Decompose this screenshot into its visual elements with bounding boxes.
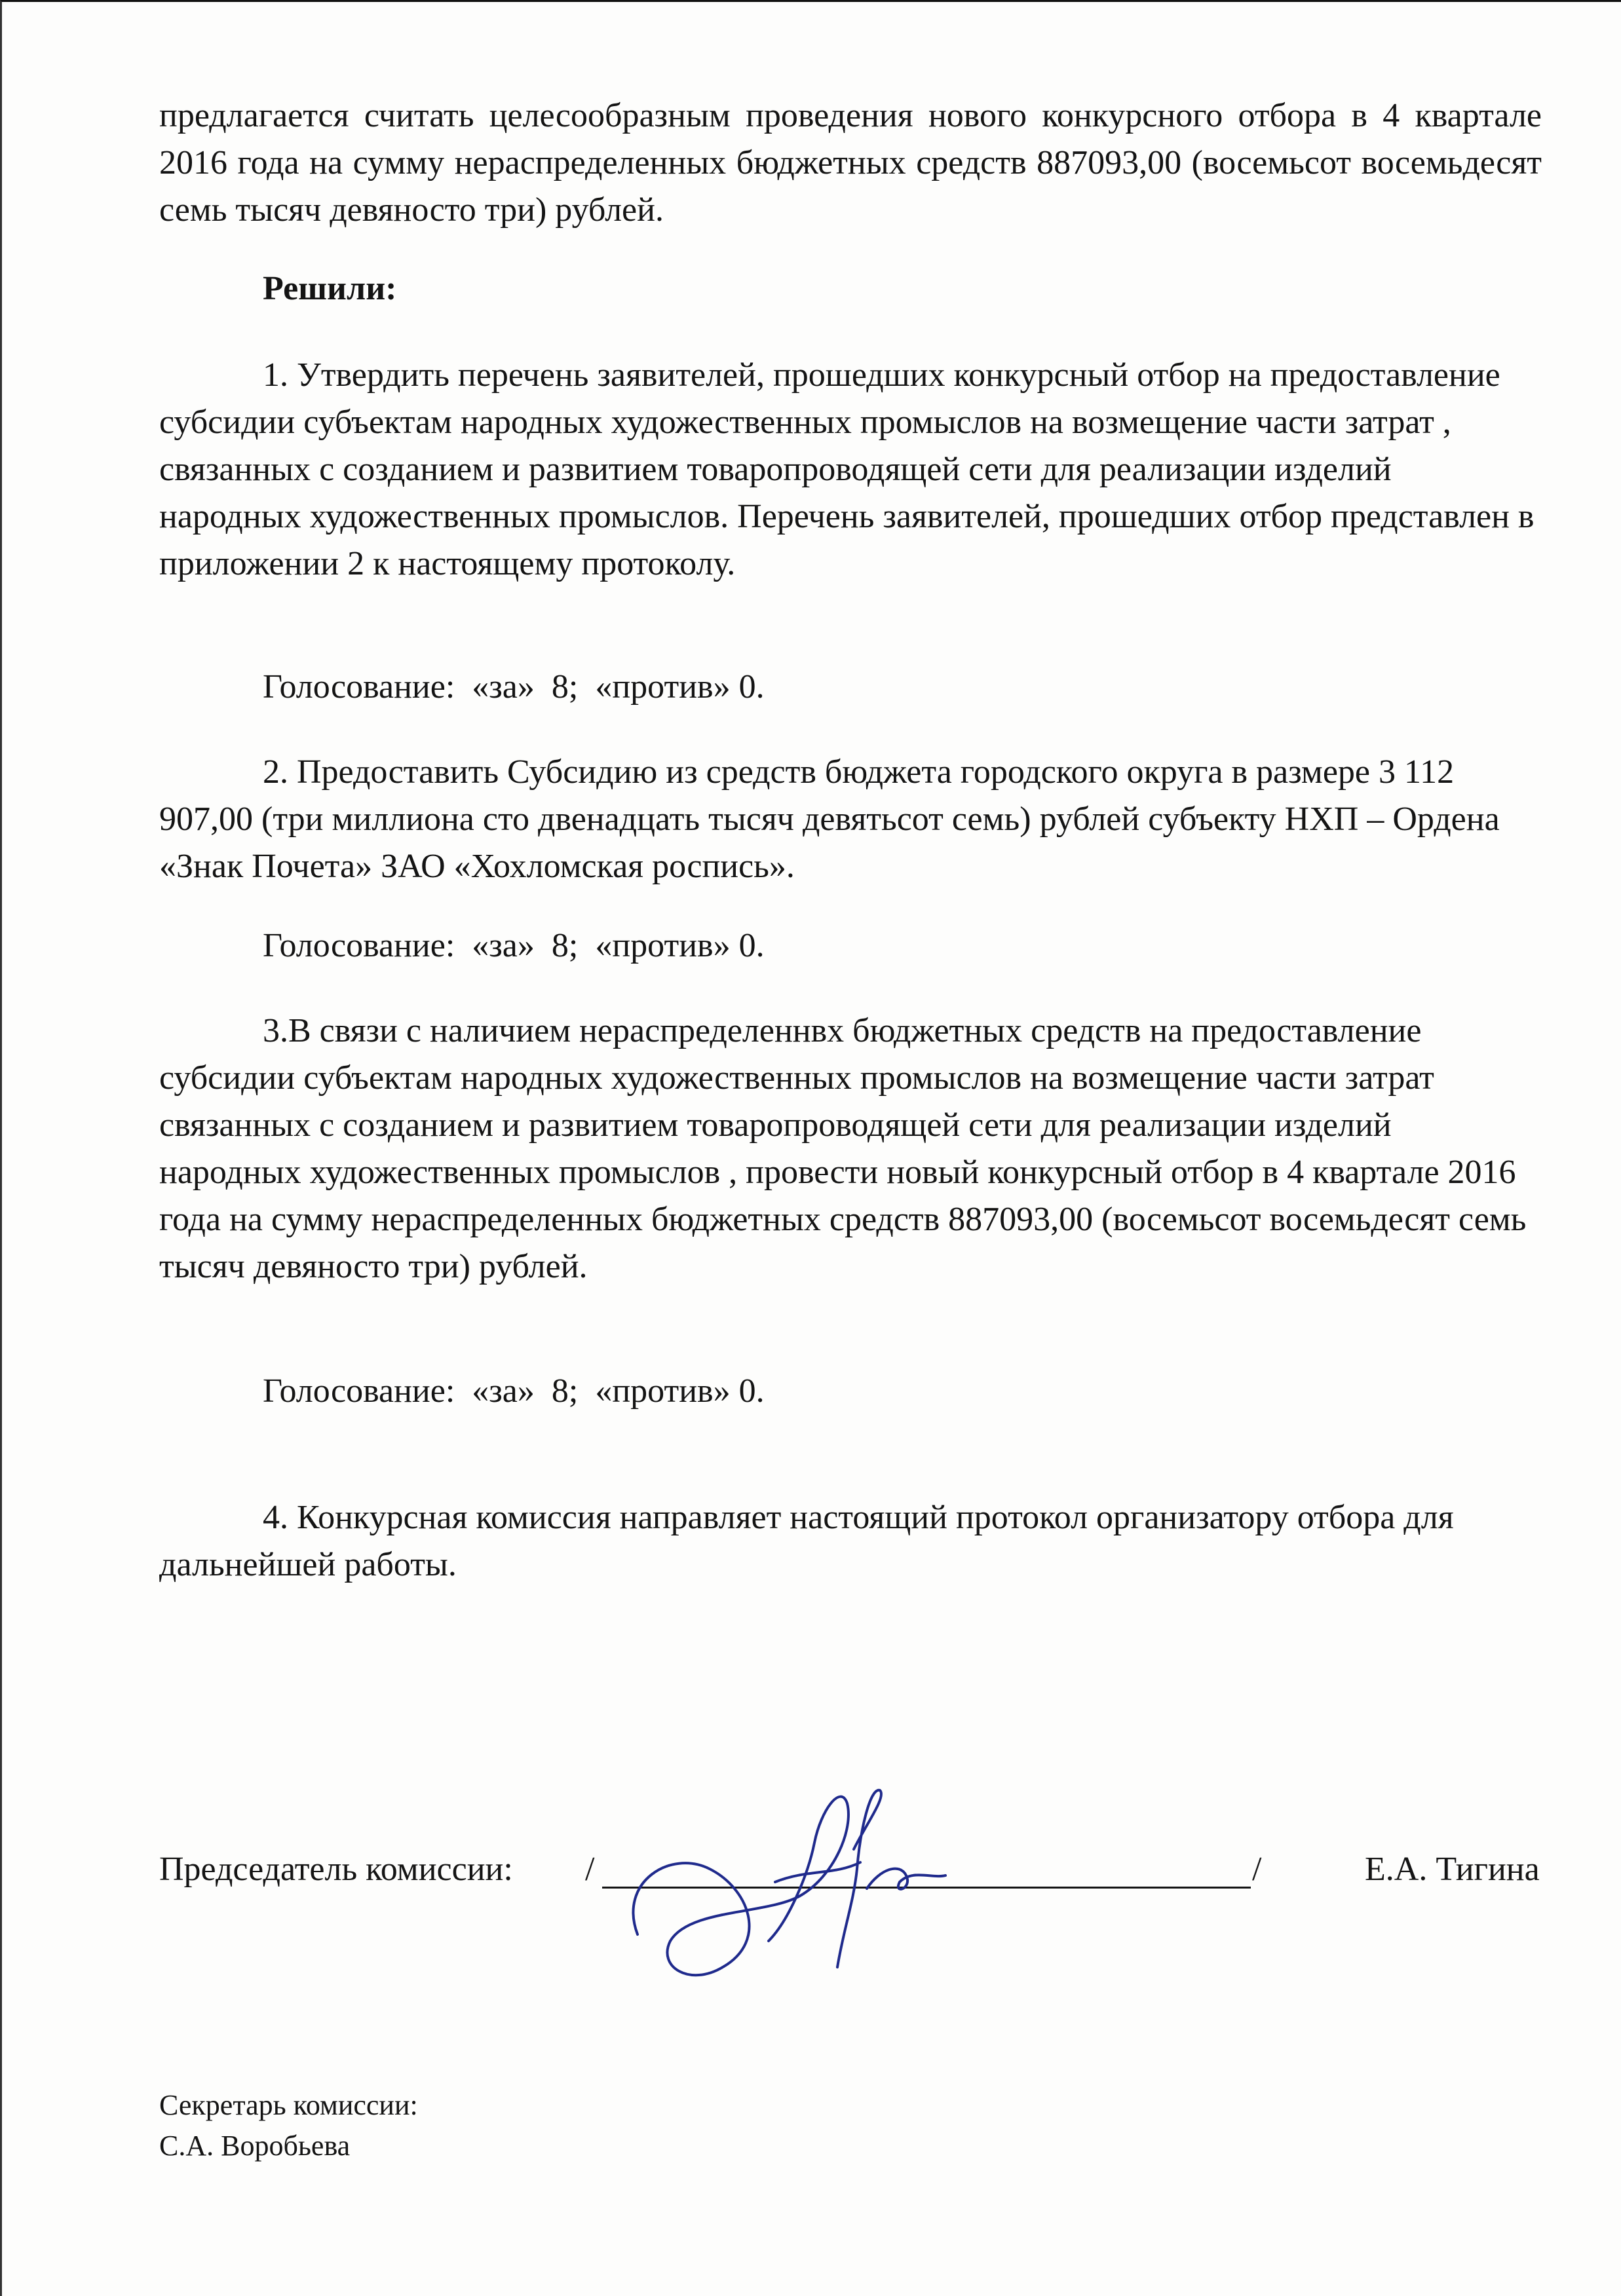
secretary-name: С.А. Воробьева bbox=[159, 2130, 351, 2162]
decision-item-3: 3.В связи с наличием нераспределеннвх бюджетных средств на предоставление субсидии субъектам народных художественных промыслов на возмещение части затрат связанных с созданием и развитием товаропроводящей сети для реализации изделий народных художественных промыслов , провести новый конкурсный отбор в 4 квартале 2016 года на сумму нераспределенных бюджетных средств 887093,00 (восемьсот восемьдесят семь тысяч девяносто три) рублей. bbox=[159, 1012, 1527, 1285]
decision-item-4: 4. Конкурсная комиссия направляет настоящий протокол организатору отбора для дальнейшей работы. bbox=[159, 1499, 1454, 1583]
handwritten-signature bbox=[618, 1771, 985, 1993]
chair-label: Председатель комиссии: bbox=[159, 1851, 513, 1888]
signature-slash-right: / bbox=[1252, 1851, 1262, 1888]
vote-result-1: Голосование: «за» 8; «против» 0. bbox=[263, 668, 765, 706]
chair-name: Е.А. Тигина bbox=[1365, 1851, 1540, 1888]
intro-paragraph: предлагается считать целесообразным проведения нового конкурсного отбора в 4 квартале 2016 года на сумму нераспределенных бюджетных средств 887093,00 (восемьсот восемьдесят семь тысяч девяносто три) рублей. bbox=[159, 97, 1542, 229]
secretary-block bbox=[159, 2085, 418, 2166]
signature-slash-left: / bbox=[585, 1851, 595, 1888]
decision-item-1: 1. Утвердить перечень заявителей, прошедших конкурсный отбор на предоставление субсидии субъектам народных художественных промыслов на возмещение части затрат , связанных с созданием и развитием товаропроводящей сети для реализации изделий народных художественных промыслов. Перечень заявителей, прошедших отбор представлен в приложении 2 к настоящему протоколу. bbox=[159, 356, 1535, 582]
secretary-label: Секретарь комиссии: bbox=[159, 2089, 418, 2121]
decision-heading: Решили: bbox=[263, 270, 397, 307]
decision-item-2: 2. Предоставить Субсидию из средств бюджета городского округа в размере 3 112 907,00 (три миллиона сто двенадцать тысяч девятьсот семь) рублей субъекту НХП – Ордена «Знак Почета» ЗАО «Хохломская роспись». bbox=[159, 753, 1500, 885]
vote-result-3: Голосование: «за» 8; «против» 0. bbox=[263, 1372, 765, 1410]
vote-result-2: Голосование: «за» 8; «против» 0. bbox=[263, 927, 765, 964]
